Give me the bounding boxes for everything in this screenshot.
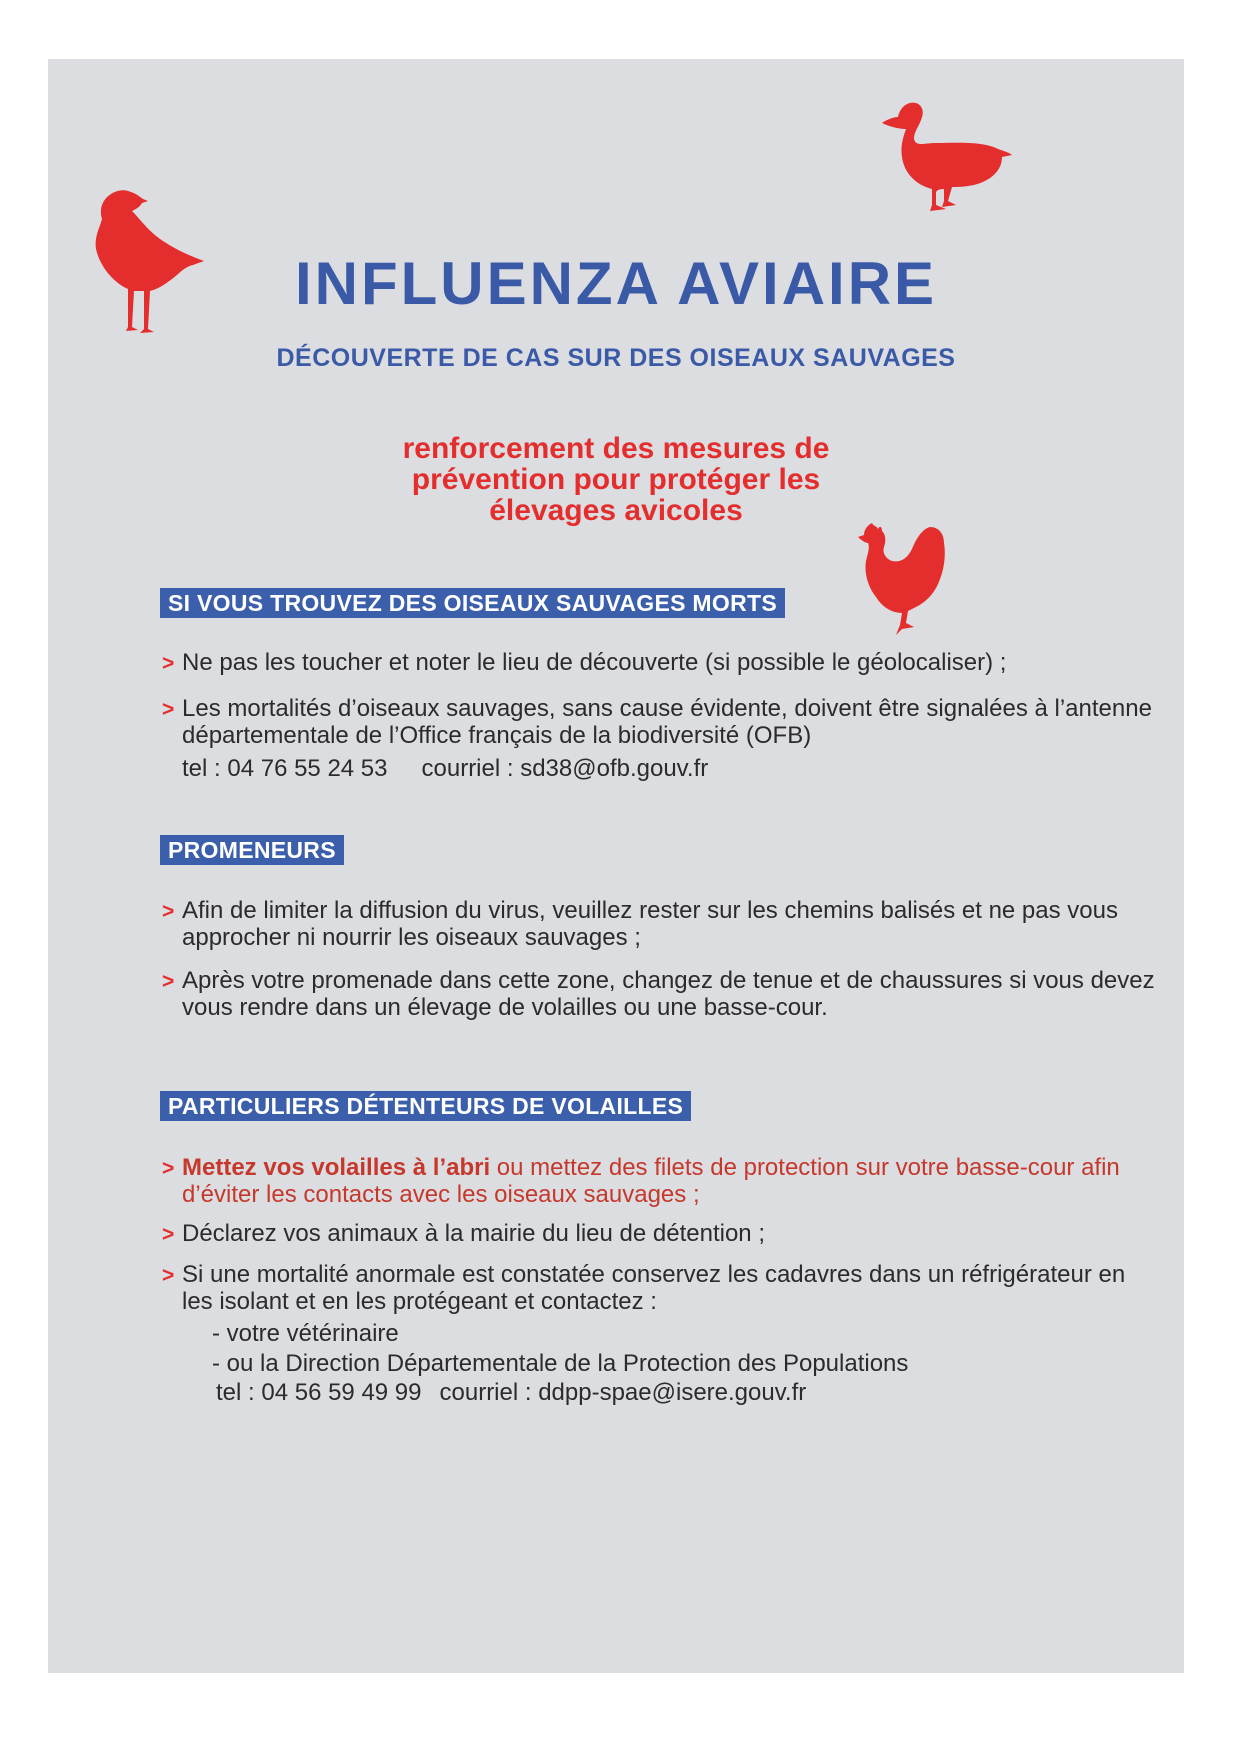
- arrow-bullet-icon: >: [162, 652, 175, 675]
- tagline-line-1: renforcement des mesures de: [402, 432, 830, 465]
- ddpp-email: courriel : ddpp-spae@isere.gouv.fr: [439, 1379, 807, 1406]
- page-subtitle: DÉCOUVERTE DE CAS SUR DES OISEAUX SAUVAGES: [276, 344, 956, 372]
- arrow-bullet-icon: >: [162, 970, 175, 993]
- list-item: > Si une mortalité anormale est constatée conservez les cadavres dans un réfrigérateur en les isolant et en les protégeant et contactez :: [162, 1261, 1126, 1315]
- section-heading-walkers: PROMENEURS: [160, 835, 344, 865]
- tagline-line-2: prévention pour protéger les: [411, 463, 821, 496]
- duck-icon: [878, 101, 1018, 219]
- arrow-bullet-icon: >: [162, 1264, 175, 1287]
- arrow-bullet-icon: >: [162, 1223, 175, 1246]
- section-heading-dead-birds: SI VOUS TROUVEZ DES OISEAUX SAUVAGES MORTS: [160, 588, 785, 618]
- list-item: > Après votre promenade dans cette zone, changez de tenue et de chaussures si vous devez vous rendre dans un élevage de volailles ou une basse-cour.: [162, 967, 1155, 1021]
- sub-item-ddpp: - ou la Direction Départementale de la Protection des Populations: [212, 1350, 909, 1377]
- ofb-contact: [182, 755, 742, 783]
- list-item: > Ne pas les toucher et noter le lieu de découverte (si possible le géolocaliser) ;: [162, 649, 1007, 676]
- list-item: > Les mortalités d’oiseaux sauvages, sans cause évidente, doivent être signalées à l’antenne départementale de l’Office français de la biodiversité (OFB): [162, 695, 1152, 749]
- ddpp-contact: [216, 1379, 840, 1407]
- list-item: > Mettez vos volailles à l’abri ou mettez des filets de protection sur votre basse-cour afin d’éviter les contacts avec les oiseaux sauvages ;: [162, 1154, 1120, 1208]
- shelter-instruction: Mettez vos volailles à l’abri: [182, 1154, 491, 1181]
- list-item: > Déclarez vos animaux à la mairie du lieu de détention ;: [162, 1220, 765, 1247]
- page-title: INFLUENZA AVIAIRE: [294, 250, 938, 317]
- sub-item-vet: - votre vétérinaire: [212, 1320, 399, 1347]
- ofb-email: courriel : sd38@ofb.gouv.fr: [421, 755, 709, 782]
- hen-icon: [852, 521, 950, 643]
- arrow-bullet-icon: >: [162, 1157, 175, 1180]
- tagline-line-3: élevages avicoles: [489, 494, 743, 527]
- arrow-bullet-icon: >: [162, 698, 175, 721]
- list-item: > Afin de limiter la diffusion du virus, veuillez rester sur les chemins balisés et ne pas vous approcher ni nourrir les oiseaux sauvages ;: [162, 897, 1118, 951]
- ddpp-phone: tel : 04 56 59 49 99: [216, 1379, 422, 1406]
- section-heading-owners: PARTICULIERS DÉTENTEURS DE VOLAILLES: [160, 1091, 691, 1121]
- arrow-bullet-icon: >: [162, 900, 175, 923]
- flyer-panel: [48, 59, 1184, 1673]
- ofb-phone: tel : 04 76 55 24 53: [182, 755, 388, 782]
- tagline: [48, 433, 1184, 526]
